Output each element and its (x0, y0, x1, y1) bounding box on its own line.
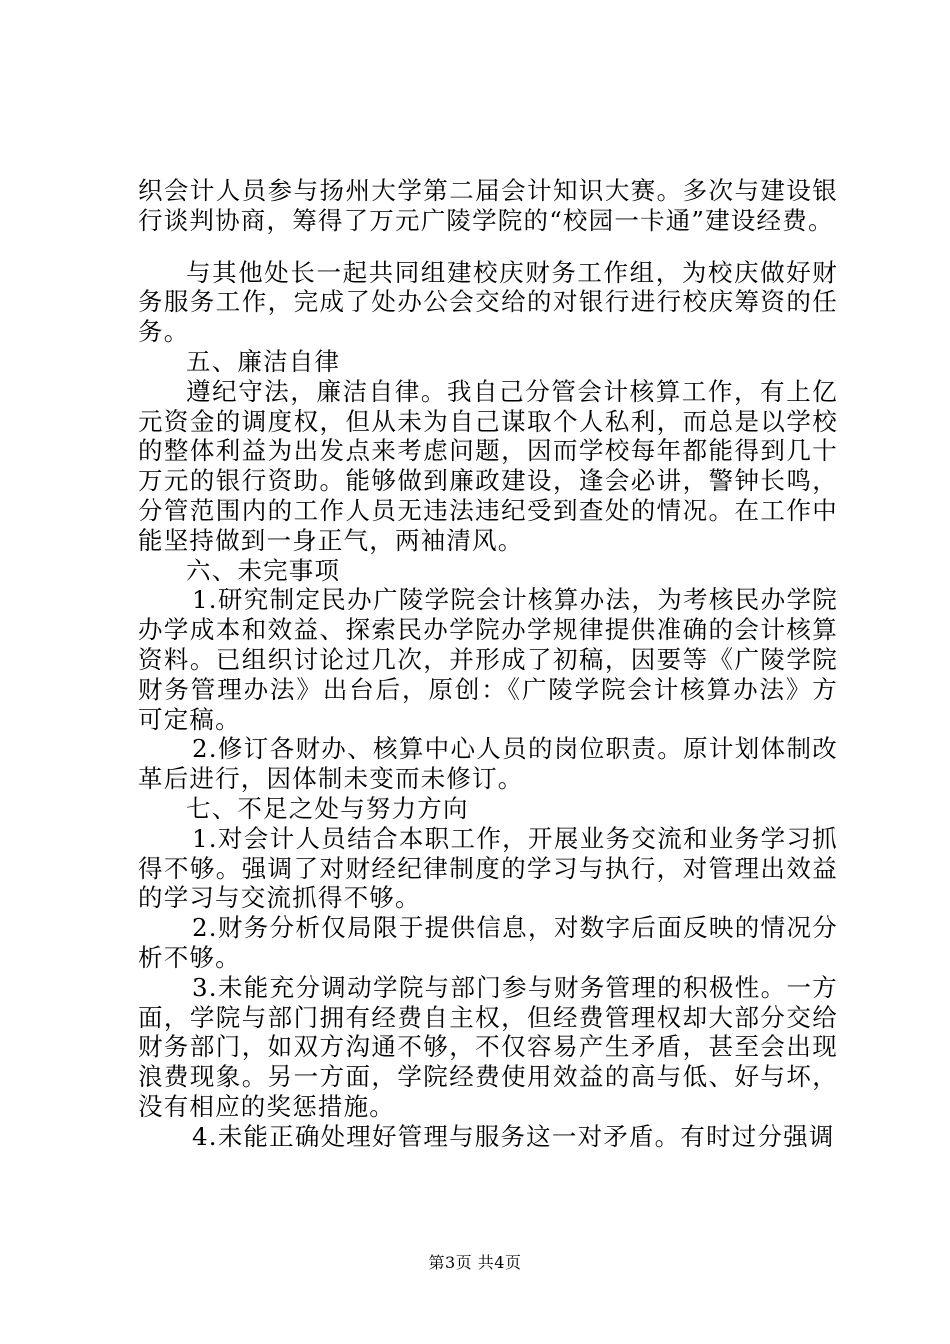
list-item-shortcoming-1: 1.对会计人员结合本职工作，开展业务交流和业务学习抓得不够。强调了对财经纪律制度的学习与执行，对管理出效益的学习与交流抓得不够。 (138, 823, 838, 913)
list-item-shortcoming-3: 3.未能充分调动学院与部门参与财务管理的积极性。一方面，学院与部门拥有经费自主权，但经费管理权却大部分交给财务部门，如双方沟通不够，不仅容易产生矛盾，甚至会出现浪费现象。另一方面，学院经费使用效益的高与低、好与坏，没有相应的奖惩措施。 (138, 972, 838, 1121)
paragraph-anniversary: 与其他处长一起共同组建校庆财务工作组，为校庆做好财务服务工作，完成了处办公会交给的对银行进行校庆筹资的任务。 (138, 257, 838, 347)
body-text (138, 176, 838, 1152)
list-item-shortcoming-2: 2.财务分析仅局限于提供信息，对数字后面反映的情况分析不够。 (138, 913, 838, 972)
section-heading-6: 六、未完事项 (186, 555, 341, 585)
section-heading-7: 七、不足之处与努力方向 (186, 793, 469, 823)
list-item-shortcoming-4: 4.未能正确处理好管理与服务这一对矛盾。有时过分强调 (192, 1121, 835, 1151)
list-item-unfinished-2: 2.修订各财办、核算中心人员的岗位职责。原计划体制改革后进行，因体制未变而未修订。 (138, 734, 838, 794)
list-item-unfinished-1: 1.研究制定民办广陵学院会计核算办法，为考核民办学院办学成本和效益、探索民办学院办学规律提供准确的会计核算资料。已组织讨论过几次，并形成了初稿，因要等《广陵学院财务管理办法》出台后，原创：《广陵学院会计核算办法》方可定稿。 (138, 585, 838, 734)
section-heading-5: 五、廉洁自律 (186, 346, 341, 376)
paragraph-integrity: 遵纪守法，廉洁自律。我自己分管会计核算工作，有上亿元资金的调度权，但从未为自己谋取个人私利，而总是以学校的整体利益为出发点来考虑问题，因而学校每年都能得到几十万元的银行资助。能够做到廉政建设，逢会必讲，警钟长鸣，分管范围内的工作人员无违法违纪受到查处的情况。在工作中能坚持做到一身正气，两袖清风。 (138, 376, 838, 555)
page-footer: 第3页 共4页 (428, 1253, 522, 1272)
paragraph-continuation: 织会计人员参与扬州大学第二届会计知识大赛。多次与建设银行谈判协商，筹得了万元广陵学院的“校园一卡通”建设经费。 (138, 176, 838, 235)
